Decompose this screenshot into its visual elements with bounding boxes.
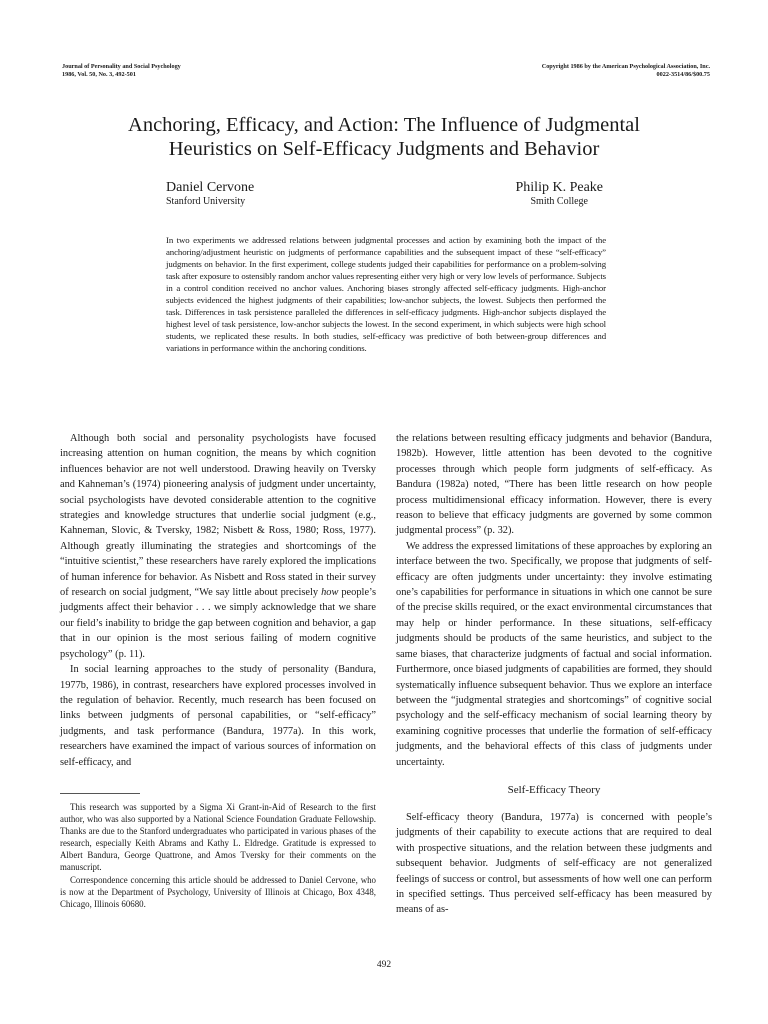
author-1 [166, 180, 254, 208]
author-name: Daniel Cervone [166, 180, 255, 195]
article-title [60, 113, 708, 161]
journal-citation [62, 63, 181, 79]
journal-name: Journal of Personality and Social Psychology [62, 63, 181, 70]
body-paragraph [60, 431, 376, 662]
title-line-2: Heuristics on Self-Efficacy Judgments and Behavior [168, 138, 600, 160]
text-run: Although both social and personality psychologists have focused increasing attention on human cognition, the means by which cognition influences behavior are not well understood. Drawing heavily on Tversky and Kahneman’s (1974) pioneering analysis of judgment under uncertainty, social psychologists have devoted considerable attention to the cognitive strategies and knowledge structures that underlie social judgment (e.g., Kahneman, Slovic, & Tversky, 1982; Nisbett & Ross, 1980; Ross, 1977). Although greatly illuminating the strategies and shortcomings of the “intuitive scientist,” these researchers have rarely explored the implications of human inference for behavior. As Nisbett and Ross stated in their survey of research on social judgment, “We say little about precisely [60, 433, 376, 599]
body-column-left [60, 431, 376, 770]
body-column-right [396, 431, 712, 918]
copyright-line: Copyright 1986 by the American Psychological Association, Inc. [541, 63, 710, 70]
body-paragraph: Self-efficacy theory (Bandura, 1977a) is concerned with people’s judgments of their capability to execute actions that are required to deal with prospective situations, and the relation between these judgments and subsequent behavior. Judgments of self-efficacy are not generalized feelings of success or control, but assessments of how well one can perform in specified settings. Thus perceived self-efficacy has been measured by means of as- [396, 811, 712, 916]
author-affiliation: Smith College [530, 196, 588, 207]
body-paragraph: We address the expressed limitations of these approaches by exploring an interface between the two. Specifically, we propose that judgments of self-efficacy are often judgments under uncertainty: they involve estimating one’s capabilities for performance in situations in which one cannot be sure of the precise skills required, or the exact environmental circumstances that may help or hinder performance. In these situations, self-efficacy judgments should be products of the same heuristics, and subject to the same biases, that characterize judgments of factual and social information. Furthermore, once biased judgments of capabilities are formed, they should systematically influence subsequent behavior. Thus we explore an interface between the “judgmental strategies and shortcomings” of cognitive social psychology and the self-efficacy mechanism of social learning theory by examining cognitive processes that underlie the formation of self-efficacy judgments, and the behavioral effects of this class of judgments under uncertainty. [396, 540, 712, 768]
section-heading: Self-Efficacy Theory [507, 783, 601, 796]
author-name: Philip K. Peake [515, 180, 603, 195]
author-affiliation: Stanford University [166, 196, 246, 207]
copyright-notice [542, 63, 710, 79]
body-paragraph: In social learning approaches to the study of personality (Bandura, 1977b, 1986), in contrast, researchers have explored processes involved in the regulation of behavior. Recently, much research has been focused on links between judgments of personal capabilities, or “self-efficacy” judgments, and task performance (Bandura, 1977a). In this work, researchers have examined the impact of various sources of information on self-efficacy, and [60, 664, 376, 768]
footnote-funding: This research was supported by a Sigma Xi Grant-in-Aid of Research to the first author, who was also supported by a National Science Foundation Graduate Fellowship. Thanks are due to the Stanford undergraduates who participated in various phases of the research, especially Keith Abrams and Kathy L. Eldredge. Gratitude is expressed to Albert Bandura, George Quattrone, and Amos Tversky for their comments on the manuscript. [60, 802, 376, 873]
journal-volume: 1986, Vol. 50, No. 3, 492-501 [62, 71, 136, 78]
author-2 [516, 180, 604, 208]
footnotes [60, 801, 376, 910]
emphasis-text: how [321, 587, 339, 599]
title-line-1: Anchoring, Efficacy, and Action: The Influence of Judgmental [128, 114, 640, 136]
text-run: people’s judgments affect their behavior . . . we simply acknowledge that we share our field’s inability to bridge the gap between cognition and behavior, a gap that in our opinion is the most serious failing of modern cognitive psychology” (p. 11). [60, 587, 376, 660]
abstract-text: In two experiments we addressed relations between judgmental processes and action by examining both the impact of the anchoring/adjustment heuristic on judgments of performance capabilities and the subsequent impact of these “self-efficacy” judgments on behavior. In the first experiment, college students judged their capabilities for performance on a problem-solving task after exposure to ostensibly random anchor values representing either very high or very low levels of performance. Subjects in a control condition received no anchor values. Anchoring biases strongly affected self-efficacy judgments. High-anchor subjects evidenced the highest judgments of their capabilities; low-anchor subjects, the lowest. Subjects then performed the task. Differences in task persistence paralleled the differences in self-efficacy judgments. High-anchor subjects displayed the highest level of task persistence, low-anchor subjects the lowest. In the second experiment, in which subjects were high school students, we replicated these results. In both studies, self-efficacy was predictive of both between-group differences and variations in performance within the anchoring conditions. [166, 235, 606, 354]
body-paragraph: the relations between resulting efficacy judgments and behavior (Bandura, 1982b). However, little attention has been devoted to the cognitive processes through which people form judgments of self-efficacy. As Bandura (1982a) noted, “There has been little research on how people process multidimensional efficacy information. However, there is every reason to believe that efficacy judgments are governed by some common judgmental process” (p. 32). [396, 433, 712, 537]
footnote-divider [60, 793, 140, 794]
issn-code: 0022-3514/86/$00.75 [656, 71, 710, 78]
page-number: 492 [376, 960, 392, 970]
abstract [166, 234, 606, 354]
footnote-correspondence: Correspondence concerning this article should be addressed to Daniel Cervone, who is now at the Department of Psychology, University of Illinois at Chicago, Box 4348, Chicago, Illinois 60680. [60, 874, 376, 909]
